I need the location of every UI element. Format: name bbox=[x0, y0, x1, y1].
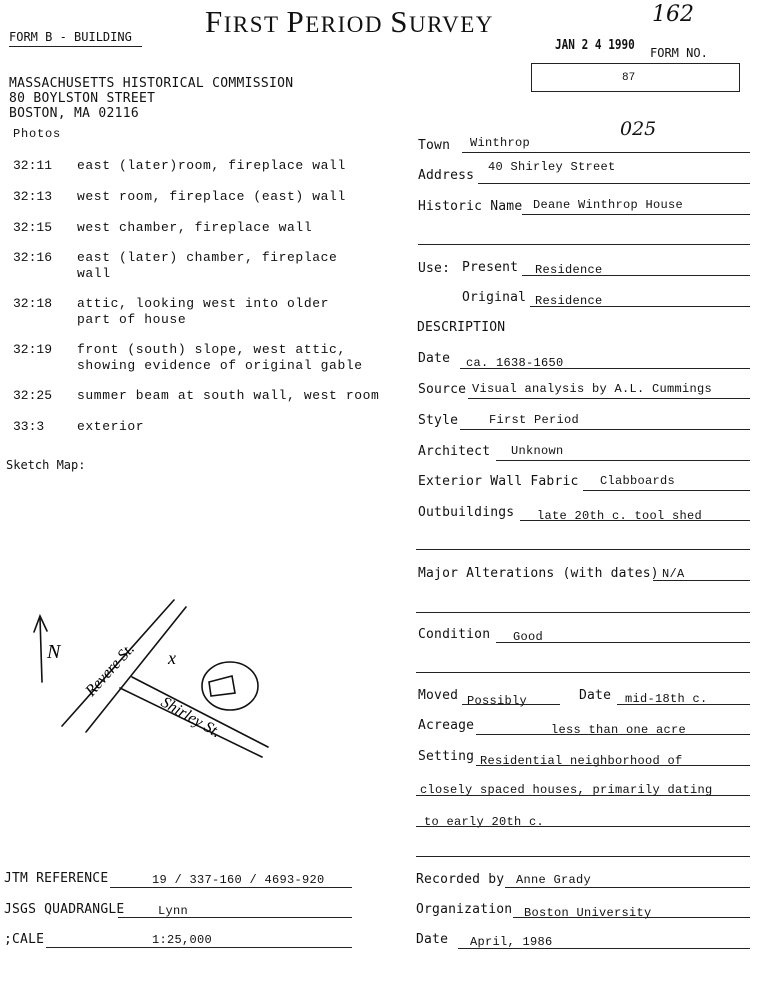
outbuildings-label: Outbuildings bbox=[418, 505, 515, 520]
use-present-label: Present bbox=[462, 260, 519, 275]
photo-desc: summer beam at south wall, west room bbox=[77, 388, 380, 403]
form-no-value: 87 bbox=[622, 72, 636, 84]
recorded-by-label: Recorded by bbox=[416, 872, 505, 887]
sketch-map bbox=[0, 560, 400, 790]
commission-name: MASSACHUSETTS HISTORICAL COMMISSION bbox=[9, 76, 294, 91]
address-label: Address bbox=[418, 168, 475, 183]
house-footprint bbox=[209, 676, 235, 696]
photo-code: 32:25 bbox=[13, 388, 53, 403]
architect-value[interactable]: Unknown bbox=[511, 444, 564, 458]
photo-desc: attic, looking west into older part of house bbox=[77, 296, 330, 327]
shirley-street-label: Shirley St. bbox=[158, 693, 224, 742]
recorded-date-label: Date bbox=[416, 932, 449, 947]
date-stamp: JAN 2 4 1990 bbox=[555, 38, 635, 53]
use-label: Use: bbox=[418, 261, 451, 276]
photos-heading: Photos bbox=[13, 127, 62, 141]
description-heading: DESCRIPTION bbox=[417, 320, 506, 335]
town-value[interactable]: Winthrop bbox=[470, 136, 531, 150]
setting-label: Setting bbox=[418, 749, 475, 764]
handwritten-number: 162 bbox=[652, 2, 694, 27]
condition-value[interactable]: Good bbox=[513, 630, 544, 644]
setting-line-2[interactable]: closely spaced houses, primarily dating bbox=[420, 783, 713, 797]
major-alterations-value[interactable]: N/A bbox=[662, 567, 685, 581]
photo-code: 32:13 bbox=[13, 189, 53, 204]
exterior-wall-label: Exterior Wall Fabric bbox=[418, 474, 579, 489]
historic-name-value[interactable]: Deane Winthrop House bbox=[533, 198, 684, 212]
photo-code: 32:15 bbox=[13, 220, 53, 235]
town-code: 025 bbox=[620, 118, 657, 140]
condition-label: Condition bbox=[418, 627, 491, 642]
style-label: Style bbox=[418, 413, 459, 428]
photo-desc: west room, fireplace (east) wall bbox=[77, 189, 346, 204]
photo-desc: east (later) chamber, fireplace wall bbox=[77, 250, 338, 281]
architect-label: Architect bbox=[418, 444, 491, 459]
moved-date-label: Date bbox=[579, 688, 612, 703]
revere-street-label: Revere St. bbox=[82, 640, 138, 700]
acreage-value[interactable]: less than one acre bbox=[551, 723, 687, 737]
photo-desc: west chamber, fireplace wall bbox=[77, 220, 313, 235]
utm-reference-value[interactable]: 19 / 337-160 / 4693-920 bbox=[152, 873, 325, 887]
acreage-label: Acreage bbox=[418, 718, 475, 733]
organization-label: Organization bbox=[416, 902, 513, 917]
moved-date-value[interactable]: mid-18th c. bbox=[625, 692, 708, 706]
commission-street: 80 BOYLSTON STREET bbox=[9, 91, 156, 106]
form-type-label: FORM B - BUILDING bbox=[9, 30, 132, 44]
photo-code: 32:18 bbox=[13, 296, 53, 311]
lot-marker: x bbox=[168, 648, 176, 668]
use-original-label: Original bbox=[462, 290, 527, 305]
town-label: Town bbox=[418, 138, 451, 153]
sketch-map-label: Sketch Map: bbox=[6, 458, 86, 472]
recorded-date-value[interactable]: April, 1986 bbox=[470, 935, 553, 949]
exterior-wall-value[interactable]: Clabboards bbox=[600, 474, 676, 488]
historic-name-label: Historic Name bbox=[418, 199, 523, 214]
date-value[interactable]: ca. 1638-1650 bbox=[466, 356, 564, 370]
utm-reference-label: JTM REFERENCE bbox=[4, 871, 109, 886]
organization-value[interactable]: Boston University bbox=[524, 906, 652, 920]
form-no-label: FORM NO. bbox=[650, 46, 708, 60]
commission-city: BOSTON, MA 02116 bbox=[9, 106, 140, 121]
source-value[interactable]: Visual analysis by A.L. Cummings bbox=[472, 382, 713, 396]
photo-desc: exterior bbox=[77, 419, 145, 434]
form-no-box bbox=[531, 63, 740, 92]
moved-value[interactable]: Possibly bbox=[467, 694, 528, 708]
usgs-quadrangle-label: JSGS QUADRANGLE bbox=[4, 902, 125, 917]
house-circle bbox=[202, 662, 258, 710]
outbuildings-value[interactable]: late 20th c. tool shed bbox=[537, 509, 703, 523]
setting-line-3[interactable]: to early 20th c. bbox=[424, 815, 545, 829]
source-label: Source bbox=[418, 382, 467, 397]
photo-code: 32:11 bbox=[13, 158, 53, 173]
use-present-value[interactable]: Residence bbox=[535, 263, 603, 277]
photo-code: 33:3 bbox=[13, 419, 45, 434]
page-title: FIRST PERIOD SURVEY bbox=[205, 4, 494, 39]
scale-label: ;CALE bbox=[4, 932, 45, 947]
major-alterations-label: Major Alterations (with dates) bbox=[418, 566, 659, 581]
moved-label: Moved bbox=[418, 688, 459, 703]
date-label: Date bbox=[418, 351, 451, 366]
setting-line-1[interactable]: Residential neighborhood of bbox=[480, 754, 683, 768]
scale-value[interactable]: 1:25,000 bbox=[152, 933, 213, 947]
address-value[interactable]: 40 Shirley Street bbox=[488, 160, 616, 174]
recorded-by-value[interactable]: Anne Grady bbox=[516, 873, 592, 887]
north-arrow-shaft bbox=[40, 618, 42, 682]
photo-desc: east (later)room, fireplace wall bbox=[77, 158, 346, 173]
photo-code: 32:16 bbox=[13, 250, 53, 265]
style-value[interactable]: First Period bbox=[489, 413, 580, 427]
usgs-quadrangle-value[interactable]: Lynn bbox=[158, 904, 189, 918]
use-original-value[interactable]: Residence bbox=[535, 294, 603, 308]
north-letter: N bbox=[47, 641, 61, 663]
photo-code: 32:19 bbox=[13, 342, 53, 357]
photo-desc: front (south) slope, west attic, showing evidence of original gable bbox=[77, 342, 363, 373]
